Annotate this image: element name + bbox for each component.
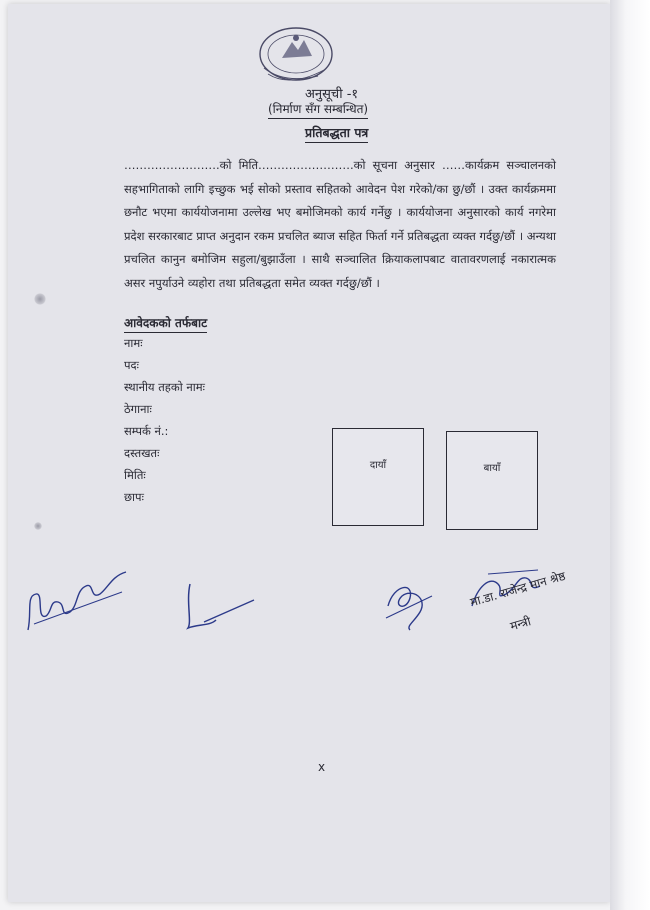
- signature-3: [380, 576, 438, 634]
- signature-1: [22, 560, 134, 638]
- field-date: मितिः: [124, 468, 146, 482]
- right-thumbprint-box: [332, 428, 424, 526]
- annex-label: अनुसूची -१: [305, 87, 359, 102]
- signatory-name: मा.डा. राजेन्द्र मान श्रेष्ठ: [468, 568, 568, 610]
- field-signature: दस्तखतः: [124, 446, 160, 460]
- signatory-role: मन्त्री: [508, 614, 533, 634]
- field-name: नामः: [124, 336, 143, 350]
- document-title: प्रतिबद्धता पत्र: [305, 124, 368, 143]
- field-stamp: छापः: [124, 490, 144, 504]
- document-subtitle: (निर्माण सँग सम्बन्धित): [268, 100, 368, 119]
- page-mark: x: [318, 760, 326, 774]
- left-thumb-label: बायाँ: [483, 463, 501, 474]
- field-position: पदः: [124, 358, 139, 372]
- signature-2: [180, 578, 260, 634]
- field-contact: सम्पर्क नं.:: [124, 424, 169, 438]
- commitment-paragraph: …………………….को मिति…………………….को सूचना अनुसार ……कार्यक्रम सञ्चालनको सहभागिताको लागि इच्छुक भई सोको प्रस्ताव सहितको आवेदन पेश गरेको/का छु/छौं । उक्त कार्यक्रममा छनौट भएमा कार्ययोजनामा उल्लेख भए बमोजिमको कार्य गर्नेछु । कार्ययोजना अनुसारको कार्य नगरेमा प्रदेश सरकारबाट प्राप्त अनुदान रकम प्रचलित ब्याज सहित फिर्ता गर्ने प्रतिबद्धता व्यक्त गर्दछु/छौं । अन्यथा प्रचलित कानुन बमोजिम सहुला/बुझाउँला । साथै सञ्चालित क्रियाकलापबाट वातावरणलाई नकारात्मक असर नपुर्याउने व्यहोरा तथा प्रतिबद्धता समेत व्यक्त गर्दछु/छौं ।: [124, 158, 556, 290]
- left-thumbprint-box: [446, 431, 538, 530]
- applicant-section-heading: आवेदकको तर्फबाट: [124, 314, 207, 333]
- field-local-body: स्थानीय तहको नामः: [124, 380, 205, 394]
- scan-edge: [610, 0, 650, 910]
- punch-hole-mark: [34, 293, 46, 305]
- field-address: ठेगानाः: [124, 402, 152, 416]
- right-thumb-label: दायाँ: [369, 460, 387, 471]
- government-seal-stamp: [254, 24, 338, 92]
- punch-hole-mark: [34, 522, 42, 530]
